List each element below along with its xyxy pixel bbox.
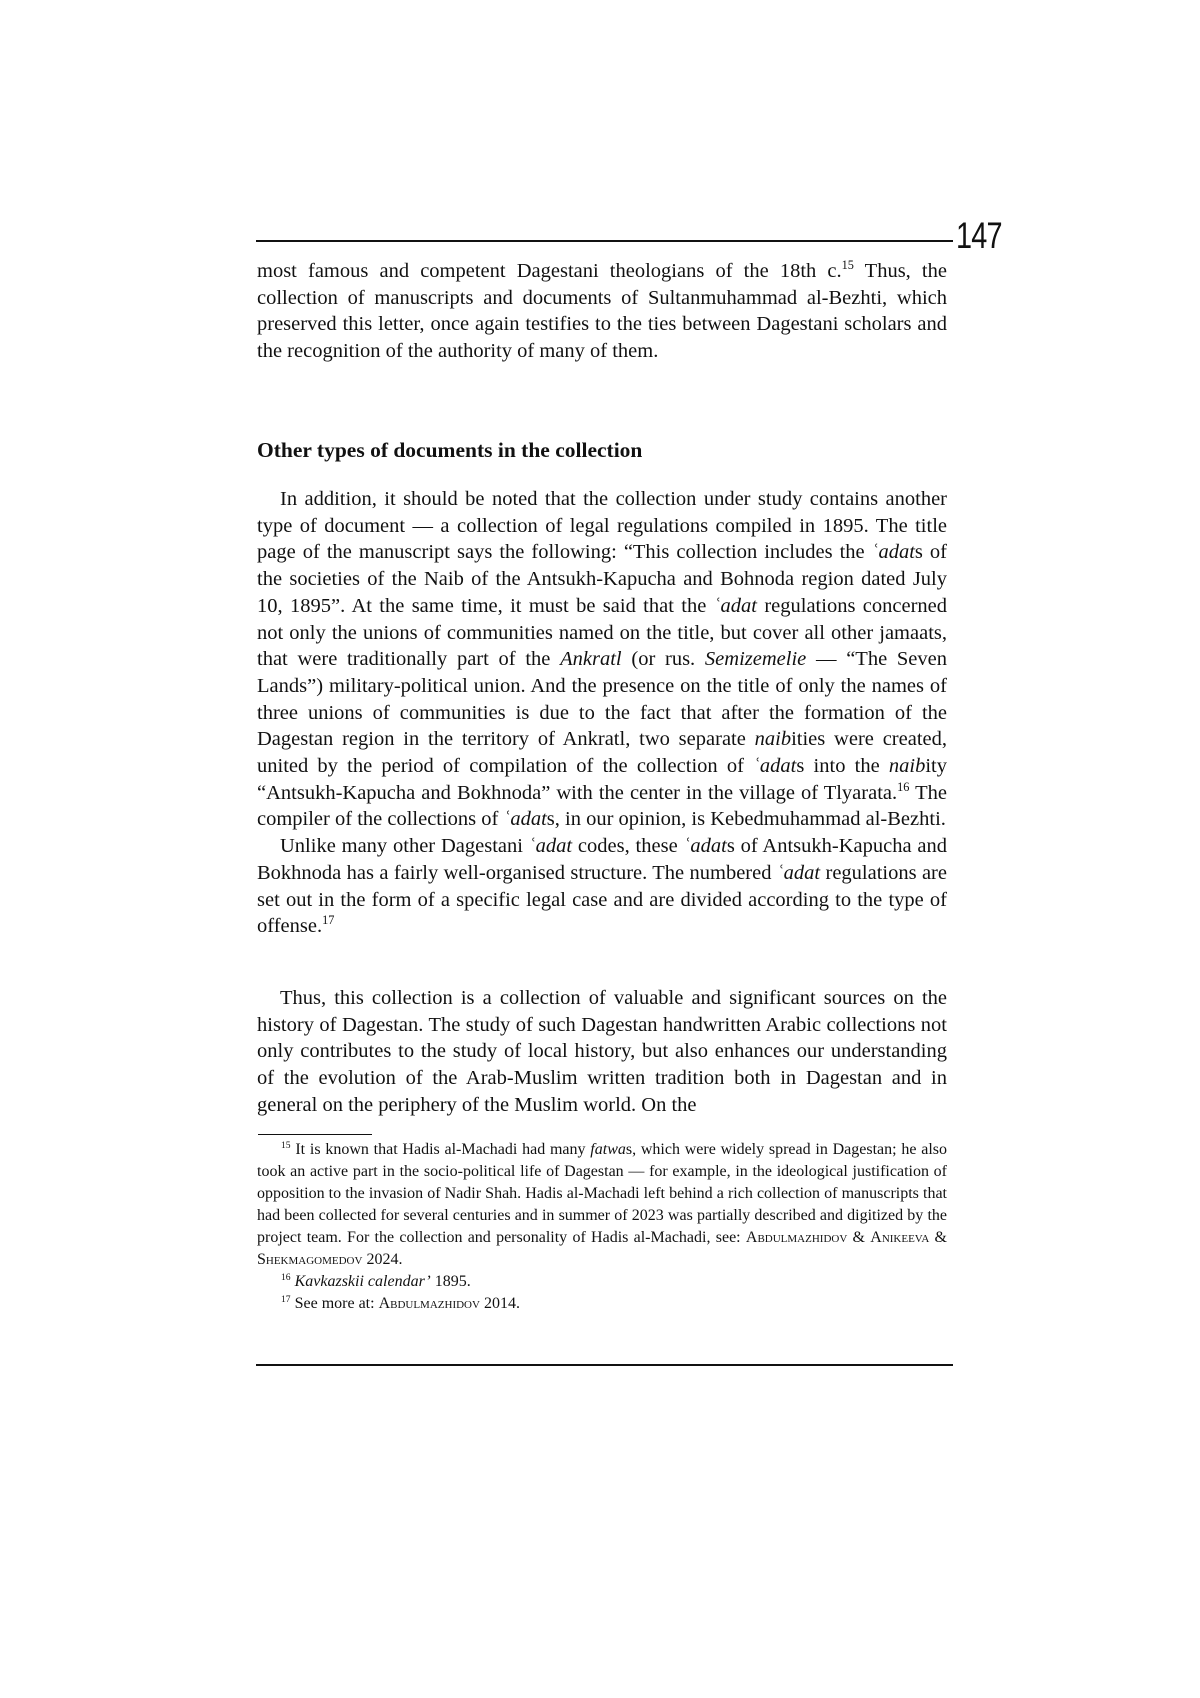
footnote-17: $^{17}$ See more at: Abdulmazhidov 2014. <box>281 1293 520 1312</box>
section-body <box>257 486 947 940</box>
page-number: 147 <box>956 215 1002 256</box>
footnote-16: $^{16}$ Kavkazskii calendar’ 1895. <box>281 1271 471 1290</box>
footer-rule <box>256 1364 953 1366</box>
header-rule <box>256 240 953 242</box>
footnote-ref-16: 16 <box>897 779 910 794</box>
section-heading: Other types of documents in the collection <box>257 438 643 462</box>
paragraph-adat-structure: Unlike many other Dagestani ʿadat codes, these ʿadats of Antsukh-Kapucha and Bokhnoda has a fairly well-organised structure. The numbered ʿadat regulations are set out in the form of a specific legal case and are divided according to the type of offense.$^{17}$ <box>257 835 948 938</box>
paragraph-conclusion: Thus, this collection is a collection of valuable and significant sources on the history of Dagestan. The study of such Dagestan handwritten Arabic collections not only contributes to the study of local history, but also enhances our understanding of the evolution of the Arab-Muslim written tradition both in Dagestan and in general on the periphery of the Muslim world. On the <box>257 987 947 1116</box>
paragraph-adat-collection: In addition, it should be noted that the collection under study contains another type of document — a collection of legal regulations compiled in 1895. The title page of the manuscript says the following: “This collection includes the ʿadats of the societies of the Naib of the Antsukh-Kapucha and Bohnoda region dated July 10, 1895”. At the same time, it must be said that the ʿadat regulations concerned not only the unions of communities named on the title, but cover all other jamaats, that were traditionally part of the Ankratl (or rus. Semizemelie — “The Seven Lands”) military-political union. And the presence on the title of only the names of three unions of communities is due to the fact that after the formation of the Dagestan region in the territory of Ankratl, two separate naibities were created, united by the period of compilation of the collection of ʿadats into the naibity “Antsukh-Kapucha and Bokhnoda” with the center in the village of Tlyarata.$^{16}$ The compiler of the collections of ʿadats, in our opinion, is Kebedmuhammad al-Bezhti. <box>257 488 948 831</box>
footnotes <box>257 1139 947 1315</box>
footnote-ref-17: 17 <box>322 913 335 928</box>
footnote-ref-15: 15 <box>841 258 854 273</box>
footnote-15: $^{15}$ It is known that Hadis al-Machadi had many fatwas, which were widely spread in Dagestan; he also took an active part in the socio-political life of Dagestan — for example, in the ideological justification of opposition to the invasion of Nadir Shah. Hadis al-Machadi left behind a rich collection of manuscripts that had been collected for several centuries and in summer of 2023 was partially described and digitized by the project team. For the collection and personality of Hadis al-Machadi, see: Abdulmazhidov & Anikeeva & Shekmagomedov 2024. <box>257 1139 947 1268</box>
intro-paragraph: most famous and competent Dagestani theologians of the 18th c.$^{15}$ Thus, the collection of manuscripts and documents of Sultanmuhammad al-Bezhti, which preserved this letter, once again testifies to the ties between Dagestani scholars and the recognition of the authority of many of them. <box>257 258 947 363</box>
conclusion-block <box>257 985 947 1119</box>
footnote-separator <box>258 1134 372 1135</box>
